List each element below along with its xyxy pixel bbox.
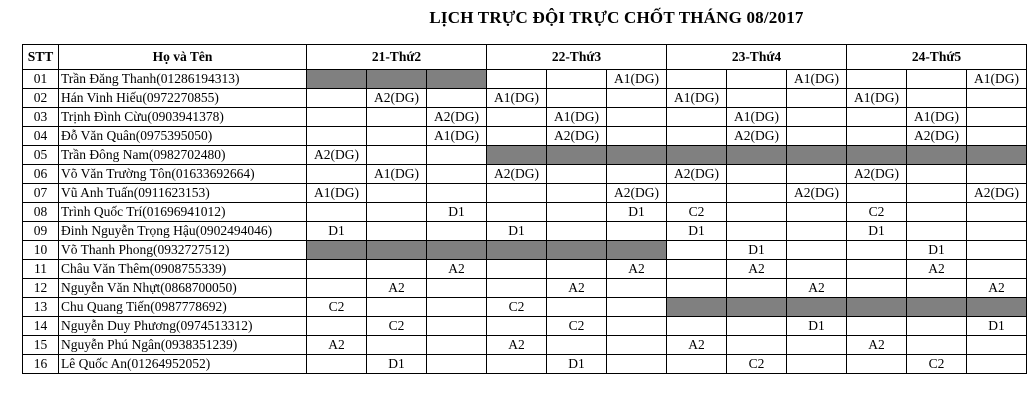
duty-cell [367,203,427,222]
duty-cell [787,222,847,241]
duty-cell [727,70,787,89]
duty-cell [727,184,787,203]
duty-cell: A2 [367,279,427,298]
duty-cell [967,203,1027,222]
duty-cell: A2(DG) [847,165,907,184]
duty-cell [427,279,487,298]
duty-cell: A2(DG) [967,184,1027,203]
duty-cell [667,260,727,279]
duty-cell [427,222,487,241]
table-row [23,279,1027,298]
duty-cell [607,317,667,336]
duty-cell [427,146,487,165]
duty-cell [487,184,547,203]
duty-cell: D1 [367,355,427,374]
row-stt: 04 [23,127,59,146]
duty-cell [667,317,727,336]
duty-cell [967,241,1027,260]
duty-cell: A2(DG) [307,146,367,165]
shaded-cell [427,241,487,260]
row-stt: 13 [23,298,59,317]
table-row [23,241,1027,260]
duty-cell: A1(DG) [727,108,787,127]
duty-cell [907,336,967,355]
duty-cell [787,355,847,374]
duty-cell [907,203,967,222]
row-stt: 09 [23,222,59,241]
duty-cell [787,89,847,108]
row-name: Châu Văn Thêm(0908755339) [59,260,307,279]
shaded-cell [487,241,547,260]
duty-cell [307,108,367,127]
row-stt: 10 [23,241,59,260]
row-stt: 01 [23,70,59,89]
table-row [23,146,1027,165]
duty-cell [847,184,907,203]
duty-cell [967,108,1027,127]
row-stt: 12 [23,279,59,298]
duty-cell: D1 [427,203,487,222]
row-stt: 16 [23,355,59,374]
shaded-cell [907,298,967,317]
shaded-cell [307,70,367,89]
duty-cell [967,127,1027,146]
duty-cell [907,165,967,184]
duty-cell [547,184,607,203]
duty-cell [907,279,967,298]
shaded-cell [607,146,667,165]
duty-cell [607,336,667,355]
duty-cell [487,260,547,279]
duty-cell [607,127,667,146]
duty-cell [307,279,367,298]
duty-cell: C2 [847,203,907,222]
table-row [23,70,1027,89]
duty-cell [727,89,787,108]
shaded-cell [307,241,367,260]
duty-cell [307,317,367,336]
duty-cell: A2 [667,336,727,355]
duty-cell: A1(DG) [427,127,487,146]
schedule-table [22,44,1027,374]
duty-cell: A2 [967,279,1027,298]
header-stt: STT [23,45,59,70]
duty-cell: A2 [847,336,907,355]
duty-cell: A2(DG) [547,127,607,146]
shaded-cell [547,241,607,260]
duty-cell [727,317,787,336]
duty-cell: A2 [727,260,787,279]
duty-cell [907,184,967,203]
row-name: Lê Quốc An(01264952052) [59,355,307,374]
duty-cell: C2 [907,355,967,374]
duty-cell: A1(DG) [907,108,967,127]
duty-cell [727,203,787,222]
duty-cell [847,317,907,336]
duty-cell [367,260,427,279]
duty-cell: A2(DG) [787,184,847,203]
shaded-cell [847,146,907,165]
row-stt: 07 [23,184,59,203]
row-name: Đinh Nguyễn Trọng Hậu(0902494046) [59,222,307,241]
row-name: Hán Vinh Hiếu(0972270855) [59,89,307,108]
duty-cell [787,165,847,184]
duty-cell [907,222,967,241]
duty-cell [367,108,427,127]
row-name: Trần Đăng Thanh(01286194313) [59,70,307,89]
duty-cell [487,355,547,374]
duty-cell [847,279,907,298]
duty-cell [307,203,367,222]
duty-cell [727,165,787,184]
table-row [23,184,1027,203]
duty-cell [667,127,727,146]
table-row [23,203,1027,222]
duty-cell [547,336,607,355]
duty-cell: A2 [787,279,847,298]
duty-cell [907,317,967,336]
shaded-cell [787,298,847,317]
duty-cell [967,89,1027,108]
duty-cell [487,317,547,336]
row-name: Trần Đông Nam(0982702480) [59,146,307,165]
duty-cell: A2(DG) [727,127,787,146]
duty-cell [607,279,667,298]
duty-cell: D1 [907,241,967,260]
duty-cell [547,89,607,108]
table-row [23,355,1027,374]
duty-cell [427,165,487,184]
header-name: Họ và Tên [59,45,307,70]
duty-cell [847,260,907,279]
duty-cell [787,260,847,279]
shaded-cell [607,241,667,260]
row-name: Nguyễn Phú Ngân(0938351239) [59,336,307,355]
duty-cell [787,203,847,222]
header-row [23,45,1027,70]
duty-cell [967,222,1027,241]
duty-cell [487,127,547,146]
header-day-2: 22-Thứ3 [487,45,667,70]
duty-cell: A2(DG) [487,165,547,184]
shaded-cell [487,146,547,165]
shaded-cell [967,146,1027,165]
row-stt: 14 [23,317,59,336]
duty-cell [307,127,367,146]
duty-cell [787,108,847,127]
duty-cell [307,260,367,279]
duty-cell [367,184,427,203]
table-row [23,260,1027,279]
duty-cell [307,355,367,374]
duty-cell: D1 [487,222,547,241]
duty-cell [607,165,667,184]
duty-cell [847,70,907,89]
duty-cell: A1(DG) [487,89,547,108]
row-name: Nguyễn Văn Nhựt(0868700050) [59,279,307,298]
duty-cell: D1 [847,222,907,241]
duty-cell: A2 [487,336,547,355]
duty-cell [607,108,667,127]
row-stt: 11 [23,260,59,279]
header-day-1: 21-Thứ2 [307,45,487,70]
duty-cell: A1(DG) [967,70,1027,89]
shaded-cell [427,70,487,89]
shaded-cell [727,146,787,165]
table-row [23,317,1027,336]
duty-cell [607,222,667,241]
row-stt: 06 [23,165,59,184]
row-name: Chu Quang Tiến(0987778692) [59,298,307,317]
duty-cell [427,355,487,374]
duty-cell: C2 [307,298,367,317]
row-stt: 05 [23,146,59,165]
duty-cell [787,241,847,260]
duty-cell [967,165,1027,184]
shaded-cell [787,146,847,165]
duty-cell [967,260,1027,279]
duty-cell [667,355,727,374]
duty-cell [367,146,427,165]
duty-cell: A1(DG) [787,70,847,89]
duty-cell [487,108,547,127]
table-row [23,89,1027,108]
duty-cell [787,336,847,355]
duty-cell [487,70,547,89]
duty-cell: A1(DG) [607,70,667,89]
shaded-cell [727,298,787,317]
duty-cell [307,165,367,184]
duty-cell [547,203,607,222]
row-stt: 03 [23,108,59,127]
duty-cell: A2 [307,336,367,355]
row-stt: 02 [23,89,59,108]
duty-cell: D1 [727,241,787,260]
duty-cell: C2 [547,317,607,336]
duty-cell: A2 [607,260,667,279]
duty-cell [547,165,607,184]
duty-cell [427,89,487,108]
row-name: Nguyễn Duy Phương(0974513312) [59,317,307,336]
duty-cell [667,184,727,203]
header-day-4: 24-Thứ5 [847,45,1027,70]
duty-cell [727,336,787,355]
duty-cell: A1(DG) [667,89,727,108]
duty-cell [487,279,547,298]
duty-cell [847,355,907,374]
duty-cell [487,203,547,222]
duty-cell: C2 [667,203,727,222]
duty-cell [907,89,967,108]
duty-cell: A2 [547,279,607,298]
duty-cell: A1(DG) [847,89,907,108]
duty-cell [667,241,727,260]
duty-cell: D1 [967,317,1027,336]
duty-cell [547,260,607,279]
duty-cell [367,222,427,241]
duty-cell [667,279,727,298]
duty-cell [607,355,667,374]
duty-cell [607,298,667,317]
schedule-body [23,70,1027,374]
duty-cell: D1 [607,203,667,222]
duty-cell: A2(DG) [667,165,727,184]
duty-cell [307,89,367,108]
duty-cell: D1 [787,317,847,336]
duty-cell: A2(DG) [607,184,667,203]
table-row [23,222,1027,241]
shaded-cell [547,146,607,165]
table-row [23,165,1027,184]
duty-cell: A1(DG) [367,165,427,184]
duty-cell [967,336,1027,355]
duty-cell [727,222,787,241]
duty-cell [967,355,1027,374]
duty-cell [547,222,607,241]
duty-cell: C2 [487,298,547,317]
duty-cell [547,70,607,89]
duty-cell: A2(DG) [907,127,967,146]
row-stt: 08 [23,203,59,222]
shaded-cell [667,298,727,317]
shaded-cell [367,241,427,260]
row-name: Vũ Anh Tuấn(0911623153) [59,184,307,203]
duty-cell [547,298,607,317]
duty-cell [427,184,487,203]
row-stt: 15 [23,336,59,355]
row-name: Trình Quốc Trí(01696941012) [59,203,307,222]
duty-cell: C2 [727,355,787,374]
shaded-cell [907,146,967,165]
duty-cell [847,127,907,146]
duty-cell [367,298,427,317]
duty-cell [427,298,487,317]
duty-cell: C2 [367,317,427,336]
duty-cell [727,279,787,298]
duty-cell [367,336,427,355]
shaded-cell [847,298,907,317]
table-row [23,336,1027,355]
row-name: Võ Thanh Phong(0932727512) [59,241,307,260]
shaded-cell [967,298,1027,317]
duty-cell [907,70,967,89]
duty-cell: A2(DG) [427,108,487,127]
duty-cell: D1 [547,355,607,374]
row-name: Đỗ Văn Quân(0975395050) [59,127,307,146]
duty-cell [847,241,907,260]
duty-cell [427,336,487,355]
table-row [23,127,1027,146]
duty-cell: A2 [907,260,967,279]
shaded-cell [667,146,727,165]
duty-cell [667,70,727,89]
duty-cell: A2(DG) [367,89,427,108]
header-day-3: 23-Thứ4 [667,45,847,70]
duty-cell: D1 [667,222,727,241]
page-title: LỊCH TRỰC ĐỘI TRỰC CHỐT THÁNG 08/2017 [429,8,804,27]
table-row [23,298,1027,317]
duty-cell: A1(DG) [547,108,607,127]
row-name: Võ Văn Trường Tôn(01633692664) [59,165,307,184]
duty-cell [787,127,847,146]
duty-cell [667,108,727,127]
row-name: Trịnh Đình Cừu(0903941378) [59,108,307,127]
shaded-cell [367,70,427,89]
duty-cell [847,108,907,127]
duty-cell [607,89,667,108]
duty-cell: A1(DG) [307,184,367,203]
table-row [23,108,1027,127]
duty-cell [427,317,487,336]
duty-cell: A2 [427,260,487,279]
duty-cell [367,127,427,146]
duty-cell: D1 [307,222,367,241]
